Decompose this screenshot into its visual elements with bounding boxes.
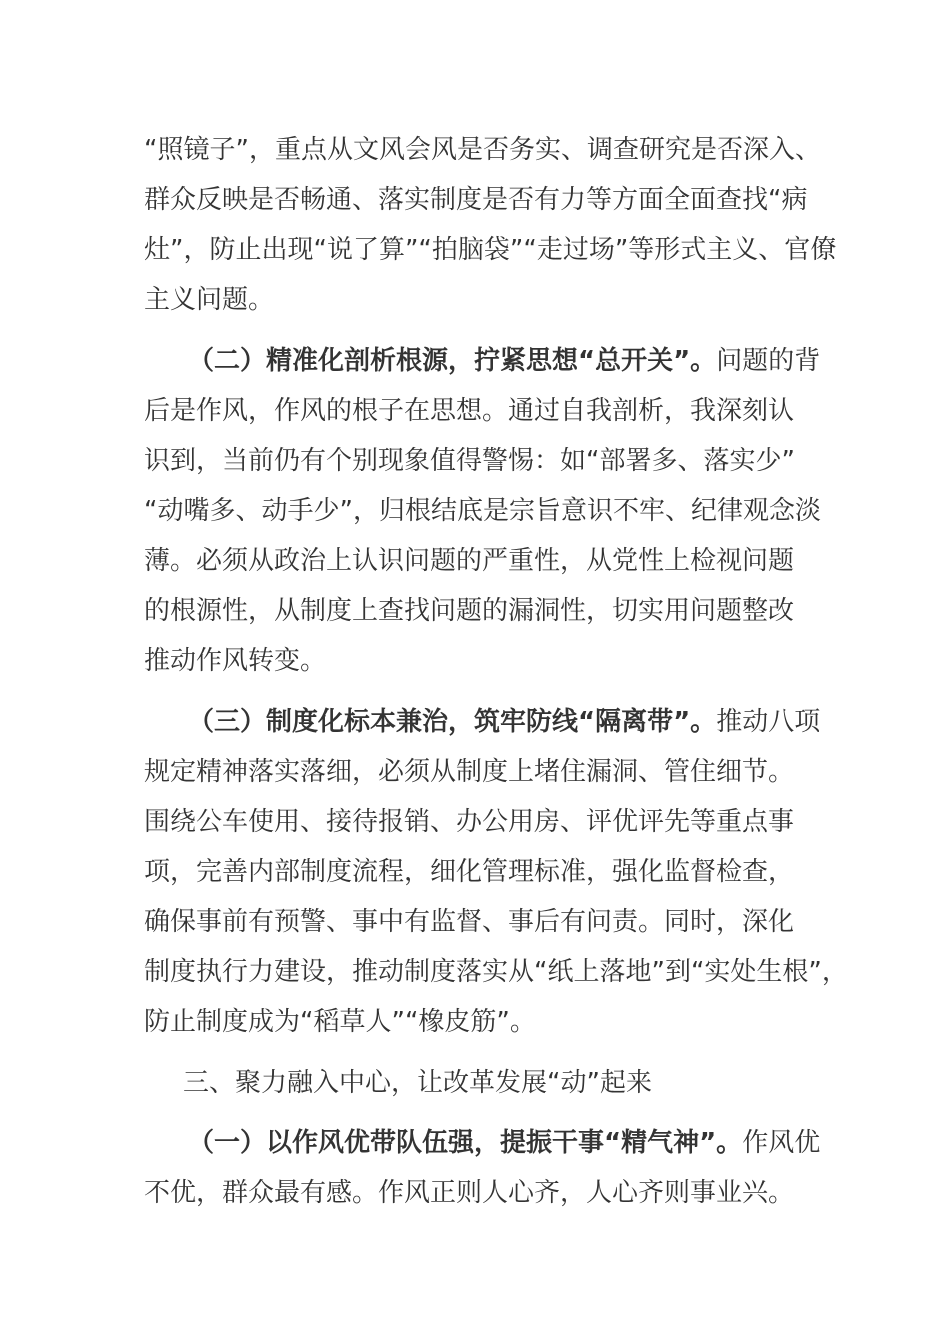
section-heading: （一）以作风优带队伍强，提振干事“精气神”。 [188,1128,743,1158]
paragraph-line: 主义问题。 [144,285,275,315]
paragraph-line: 的根源性，从制度上查找问题的漏洞性，切实用问题整改 [144,596,795,626]
paragraph-line: 围绕公车使用、接待报销、办公用房、评优评先等重点事 [144,807,795,837]
paragraph-line: 薄。必须从政治上认识问题的严重性，从党性上检视问题 [144,546,795,576]
section-lead-line [188,1118,950,1168]
chapter-heading: 三、聚力融入中心，让改革发展“动”起来 [183,1068,652,1098]
paragraph-line: 推动作风转变。 [144,646,327,676]
paragraph-line: 防止制度成为“稻草人”“橡皮筋”。 [144,1007,536,1037]
paragraph-line: 灶”，防止出现“说了算”“拍脑袋”“走过场”等形式主义、官僚 [144,235,837,265]
section-heading: （三）制度化标本兼治，筑牢防线“隔离带”。 [188,707,717,737]
paragraph-line: 识到，当前仍有个别现象值得警惕：如“部署多、落实少” [144,446,795,476]
paragraph-line: 群众反映是否畅通、落实制度是否有力等方面全面查找“病 [144,185,808,215]
section-text: 作风优 [742,1128,821,1158]
section-text: 问题的背 [716,346,821,376]
paragraph-line: “动嘴多、动手少”，归根结底是宗旨意识不牢、纪律观念淡 [144,496,821,526]
section-heading: （二）精准化剖析根源，拧紧思想“总开关”。 [188,346,717,376]
paragraph-line: 后是作风，作风的根子在思想。通过自我剖析，我深刻认 [144,396,795,426]
paragraph-line: “照镜子”，重点从文风会风是否务实、调查研究是否深入、 [144,135,821,165]
paragraph-line: 不优，群众最有感。作风正则人心齐，人心齐则事业兴。 [144,1178,795,1208]
section-text: 推动八项 [716,707,821,737]
section-lead-line [188,336,950,386]
paragraph-line: 确保事前有预警、事中有监督、事后有问责。同时，深化 [144,907,795,937]
section-lead-line [188,697,950,747]
paragraph-line: 项，完善内部制度流程，细化管理标准，强化监督检查， [144,857,795,887]
paragraph-line: 规定精神落实落细，必须从制度上堵住漏洞、管住细节。 [144,757,795,787]
paragraph-line: 制度执行力建设，推动制度落实从“纸上落地”到“实处生根”， [144,957,848,987]
